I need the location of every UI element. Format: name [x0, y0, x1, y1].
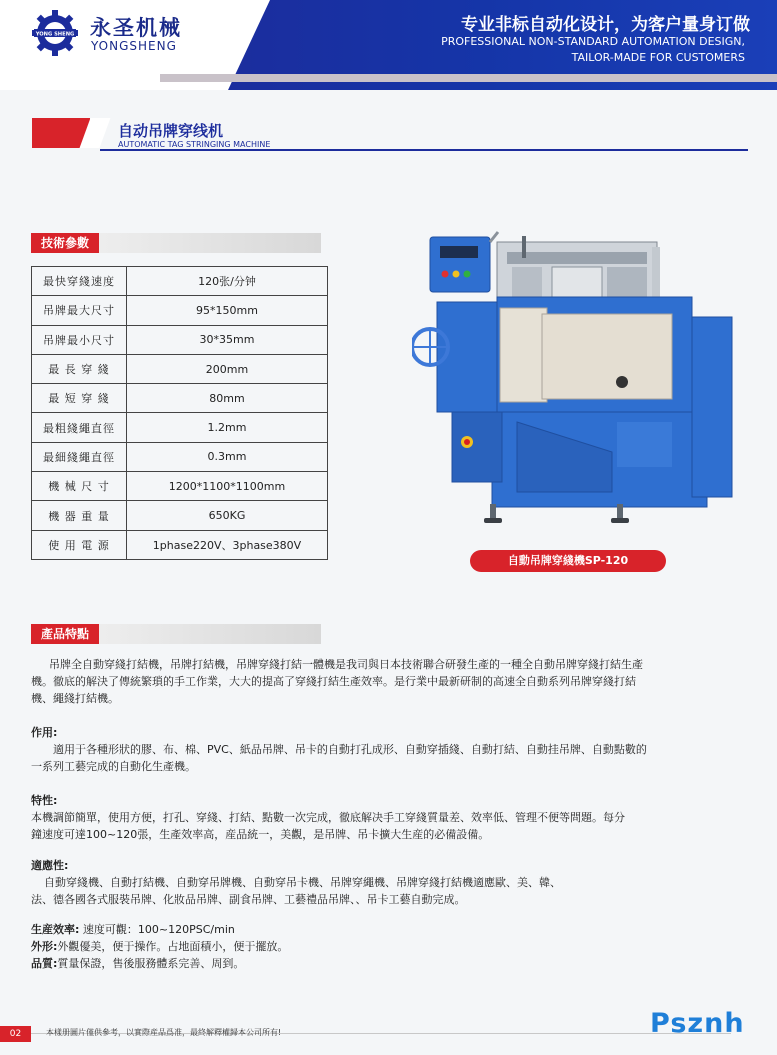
intro-line-2: 機。徹底的解決了傳統繁瑣的手工作業，大大的提高了穿綫打結生產效率。是行業中最新研制的高速全自動系列吊牌穿綫打結	[31, 675, 636, 688]
table-row	[32, 354, 328, 383]
adapt-section	[31, 857, 751, 908]
spec-label: 最 短 穿 綫	[32, 384, 127, 413]
spec-label: 最快穿綫速度	[32, 267, 127, 296]
shape-row	[31, 938, 751, 955]
shape-label: 外形:	[31, 940, 58, 953]
usage-title: 作用:	[31, 726, 58, 739]
spec-label: 最 長 穿 綫	[32, 354, 127, 383]
slogan-en-line2: TAILOR-MADE FOR CUSTOMERS	[571, 51, 745, 64]
spec-label: 機 器 重 量	[32, 501, 127, 530]
page-title: 自动吊牌穿线机	[118, 122, 224, 140]
table-row	[32, 267, 328, 296]
intro-paragraph	[31, 656, 751, 707]
intro-line-3: 機、繩綫打結機。	[31, 692, 119, 705]
adapt-line-2: 法、德各國各式服裝吊牌、化妝品吊牌、副食吊牌、工藝禮品吊牌、、吊卡工藝自動完成。	[31, 893, 466, 906]
intro-line-1: 吊牌全自動穿綫打結機，吊牌打結機，吊牌穿綫打結一體機是我司與日本技術聯合研發生產的一種全自動吊牌穿綫打結生產	[49, 658, 643, 671]
table-row	[32, 501, 328, 530]
table-row	[32, 413, 328, 442]
spec-value: 0.3mm	[127, 442, 328, 471]
brand-name-en: YONGSHENG	[91, 39, 177, 53]
page-subtitle: AUTOMATIC TAG STRINGING MACHINE	[118, 140, 271, 149]
table-row	[32, 384, 328, 413]
table-row	[32, 472, 328, 501]
spec-label: 機 械 尺 寸	[32, 472, 127, 501]
spec-label: 吊牌最小尺寸	[32, 325, 127, 354]
features-heading: 產品特點	[31, 624, 99, 644]
gear-logo-icon	[32, 10, 78, 56]
spec-value: 200mm	[127, 354, 328, 383]
adapt-line-1: 自動穿綫機、自動打結機、自動穿吊牌機、自動穿吊卡機、吊牌穿繩機、吊牌穿綫打結機適應歐、美、韓、	[44, 876, 561, 889]
traits-title: 特性:	[31, 794, 58, 807]
specs-heading-bar	[31, 233, 321, 253]
spec-value: 30*35mm	[127, 325, 328, 354]
shape-text: 外觀優美，便于操作。占地面積小，便于擺放。	[57, 940, 289, 953]
efficiency-text: 速度可觀：100~120PSC/min	[82, 923, 235, 936]
logo-text: YONG SHENG	[35, 31, 75, 38]
spec-value: 120张/分钟	[127, 267, 328, 296]
spec-value: 95*150mm	[127, 296, 328, 325]
slogan-cn: 专业非标自动化设计，为客户量身订做	[461, 15, 750, 35]
summary-section	[31, 921, 751, 972]
efficiency-row	[31, 921, 751, 938]
machine-illustration	[412, 222, 747, 542]
features-heading-bar	[31, 624, 321, 644]
table-row	[32, 325, 328, 354]
table-row	[32, 296, 328, 325]
table-row	[32, 530, 328, 559]
header-stripe	[160, 74, 777, 82]
spec-label: 最粗綫繩直徑	[32, 413, 127, 442]
brand-name-cn: 永圣机械	[90, 16, 182, 40]
spec-value: 1phase220V、3phase380V	[127, 530, 328, 559]
usage-section	[31, 724, 751, 775]
slogan-en-line1: PROFESSIONAL NON-STANDARD AUTOMATION DESIGN,	[441, 35, 745, 48]
efficiency-label: 生産效率:	[31, 923, 80, 936]
spec-value: 650KG	[127, 501, 328, 530]
usage-line-2: 一系列工藝完成的自動化生產機。	[31, 760, 196, 773]
table-row	[32, 442, 328, 471]
specs-heading: 技術參數	[31, 233, 99, 253]
footer-disclaimer: 本樣册圖片僅供參考，以實際産品爲准，最終解釋權歸本公司所有!	[46, 1028, 282, 1037]
usage-line-1: 適用于各種形狀的膠、布、棉、PVC、紙品吊牌、吊卡的自動打孔成形、自動穿插綫、自動打結、自動挂吊牌、自動點數的	[53, 743, 647, 756]
spec-value: 1200*1100*1100mm	[127, 472, 328, 501]
spec-label: 最細綫繩直徑	[32, 442, 127, 471]
title-underline	[100, 149, 748, 151]
spec-label: 使 用 電 源	[32, 530, 127, 559]
traits-line-2: 鐘速度可達100~120張，生產效率高，産品統一，美觀，是吊牌、吊卡擴大生産的必備設備。	[31, 828, 490, 841]
quality-label: 品質:	[31, 957, 58, 970]
adapt-title: 適應性:	[31, 859, 69, 872]
spec-value: 80mm	[127, 384, 328, 413]
quality-text: 質量保證，售後服務體系完善、周到。	[57, 957, 245, 970]
machine-caption: 自動吊牌穿綫機SP-120	[470, 550, 666, 572]
spec-label: 吊牌最大尺寸	[32, 296, 127, 325]
traits-line-1: 本機調節簡單，使用方便，打孔、穿綫、打結、點數一次完成，徹底解决手工穿綫質量差、效率低、管理不便等問題。每分	[31, 811, 625, 824]
watermark: Psznh	[650, 1008, 745, 1039]
quality-row	[31, 955, 751, 972]
traits-section	[31, 792, 751, 843]
spec-value: 1.2mm	[127, 413, 328, 442]
page-number: 02	[0, 1026, 31, 1042]
spec-table	[31, 266, 328, 560]
